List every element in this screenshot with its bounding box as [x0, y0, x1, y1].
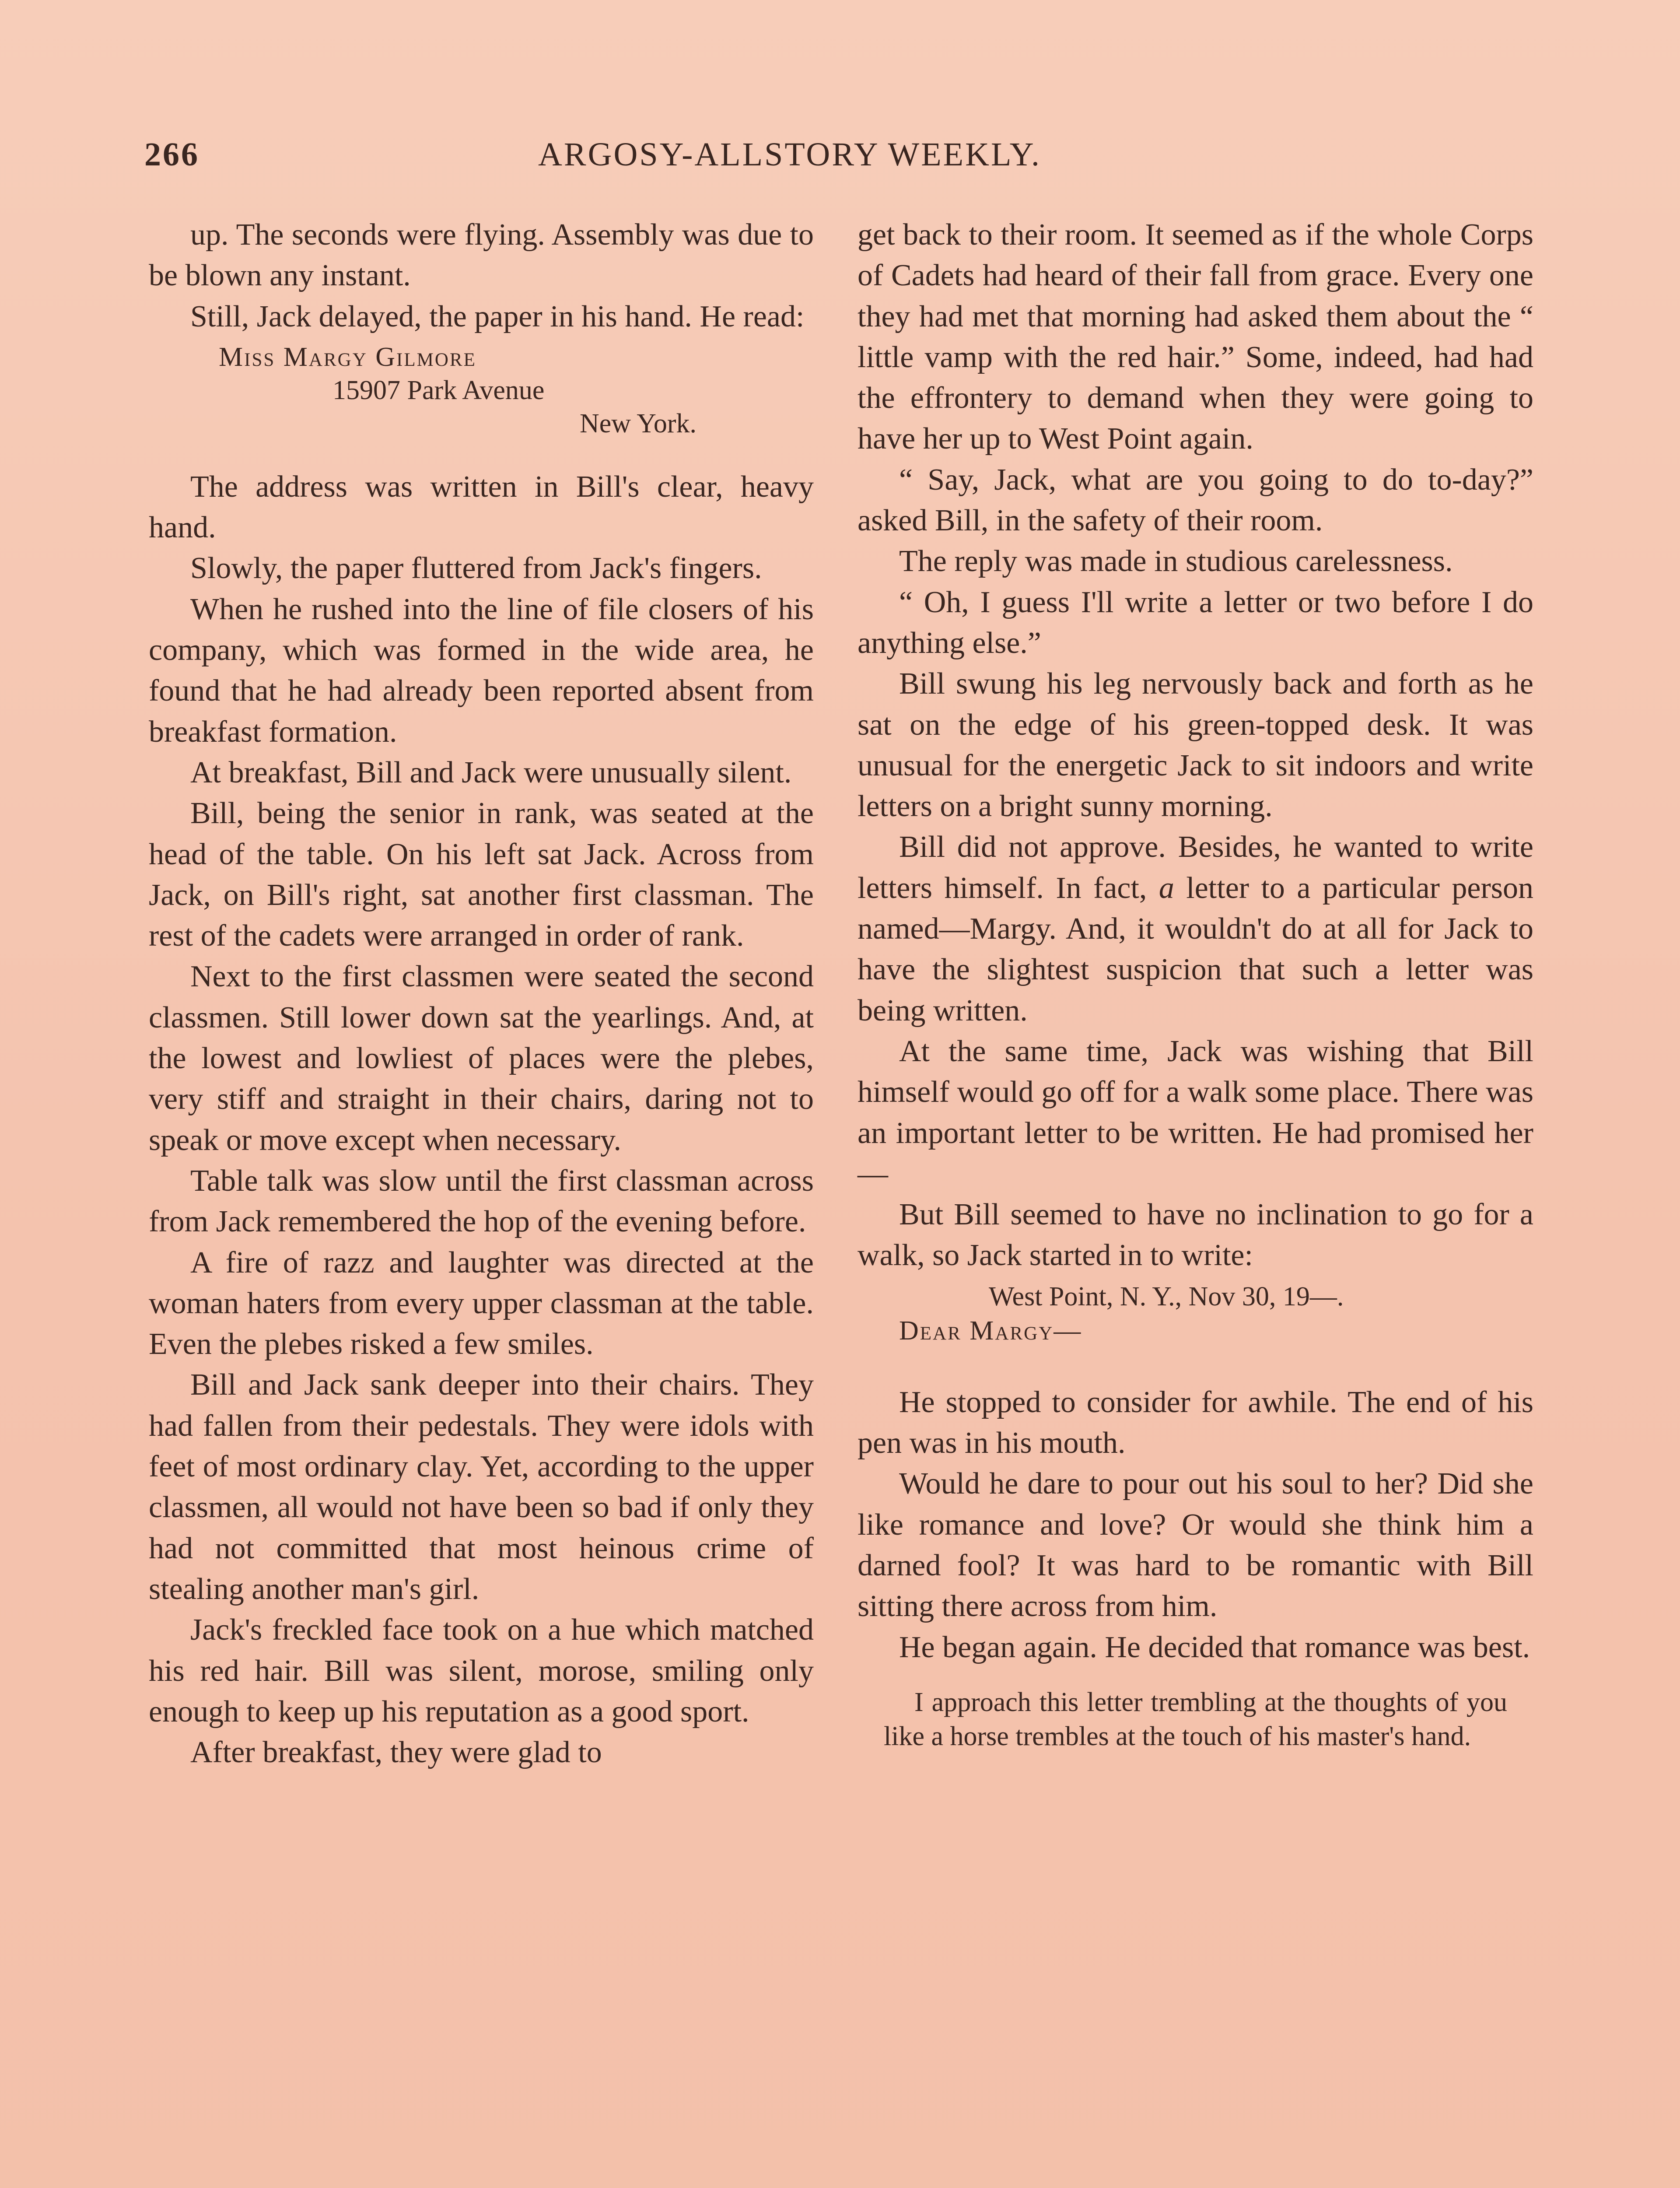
paragraph: At breakfast, Bill and Jack were unusually silent.	[190, 755, 792, 789]
paragraph: Still, Jack delayed, the paper in his hand. He read:	[190, 299, 805, 333]
paragraph: Bill swung his leg nervously back and forth as he sat on the edge of his green-topped desk. It was unusual for the energetic Jack to sit indoors and write letters on a bright sunny morning.	[858, 667, 1533, 824]
paragraph: Would he dare to pour out his soul to her? Did she like romance and love? Or would she think him a darned fool? It was hard to be romantic with Bill sitting there across from him.	[858, 1467, 1533, 1623]
right-column	[858, 214, 1533, 1753]
paragraph: The address was written in Bill's clear, heavy hand.	[149, 470, 814, 545]
paragraph: At the same time, Jack was wishing that Bill himself would go off for a walk some place. There was an important letter to be written. He had promised her—	[858, 1034, 1533, 1191]
paragraph: “ Oh, I guess I'll write a letter or two before I do anything else.”	[858, 585, 1533, 660]
left-column	[149, 214, 814, 1773]
emphasis: a	[1158, 871, 1174, 905]
paragraph: Table talk was slow until the first classman across from Jack remembered the hop of the evening before.	[149, 1164, 814, 1239]
paragraph-text: Bill did not approve. Besides, he wanted to write letters himself. In fact,	[858, 830, 1533, 905]
paragraph: “ Say, Jack, what are you going to do to-day?” asked Bill, in the safety of their room.	[858, 463, 1533, 538]
paragraph	[858, 827, 1533, 1031]
paragraph: Next to the first classmen were seated the second classmen. Still lower down sat the yearlings. And, at the lowest and lowliest of places were the plebes, very stiff and straight in their chairs, daring not to speak or move except when necessary.	[149, 960, 814, 1157]
paragraph: He stopped to consider for awhile. The end of his pen was in his mouth.	[858, 1385, 1533, 1460]
paragraph: up. The seconds were flying. Assembly was due to be blown any instant.	[149, 218, 814, 293]
letter-dateline: West Point, N. Y., Nov 30, 19—.	[989, 1281, 1344, 1311]
letter-salutation: Dear Margy—	[899, 1315, 1082, 1346]
paragraph: Bill, being the senior in rank, was seated at the head of the table. On his left sat Jack. Across from Jack, on Bill's right, sat another first classman. The rest of the cadets were arranged in order of rank.	[149, 796, 814, 953]
paragraph: After breakfast, they were glad to	[190, 1736, 602, 1770]
paragraph: Bill and Jack sank deeper into their chairs. They had fallen from their pedestals. They were idols with feet of most ordinary clay. Yet, according to the upper classmen, all would not have been so bad if only they had not committed that most heinous crime of stealing another man's girl.	[149, 1368, 814, 1606]
page-header	[144, 136, 1544, 184]
paragraph: Slowly, the paper fluttered from Jack's fingers.	[190, 551, 762, 586]
page-number: 266	[144, 136, 200, 173]
paragraph: But Bill seemed to have no inclination to go for a walk, so Jack started in to write:	[858, 1198, 1533, 1273]
address-block	[149, 340, 814, 440]
address-street: 15907 Park Avenue	[332, 375, 545, 405]
address-city: New York.	[580, 408, 696, 438]
running-head: ARGOSY-ALLSTORY WEEKLY.	[538, 136, 1041, 173]
paragraph: A fire of razz and laughter was directed at the woman haters from every upper classman at the table. Even the plebes risked a few smiles.	[149, 1245, 814, 1361]
paragraph: get back to their room. It seemed as if the whole Corps of Cadets had heard of their fall from grace. Every one they had met that morning had asked them about the “ little vamp with the red hair.” Some, indeed, had had the effrontery to demand when they were going to have her up to West Point again.	[858, 218, 1533, 456]
paragraph-text: letter to a particular person named—Margy. And, it wouldn't do at all for Jack to have the slightest suspicion that such a letter was being written.	[858, 871, 1534, 1027]
paragraph: When he rushed into the line of file closers of his company, which was formed in the wide area, he found that he had already been reported absent from breakfast formation.	[149, 592, 814, 749]
address-name: Miss Margy Gilmore	[219, 342, 476, 372]
paragraph: The reply was made in studious carelessness.	[899, 544, 1453, 579]
paragraph: He began again. He decided that romance was best.	[899, 1630, 1530, 1664]
letter-heading	[858, 1280, 1533, 1348]
letter-excerpt: I approach this letter trembling at the thoughts of you like a horse trembles at the touch of his master's hand.	[884, 1687, 1507, 1751]
paragraph: Jack's freckled face took on a hue which matched his red hair. Bill was silent, morose, smiling only enough to keep up his reputation as a good sport.	[149, 1613, 814, 1729]
